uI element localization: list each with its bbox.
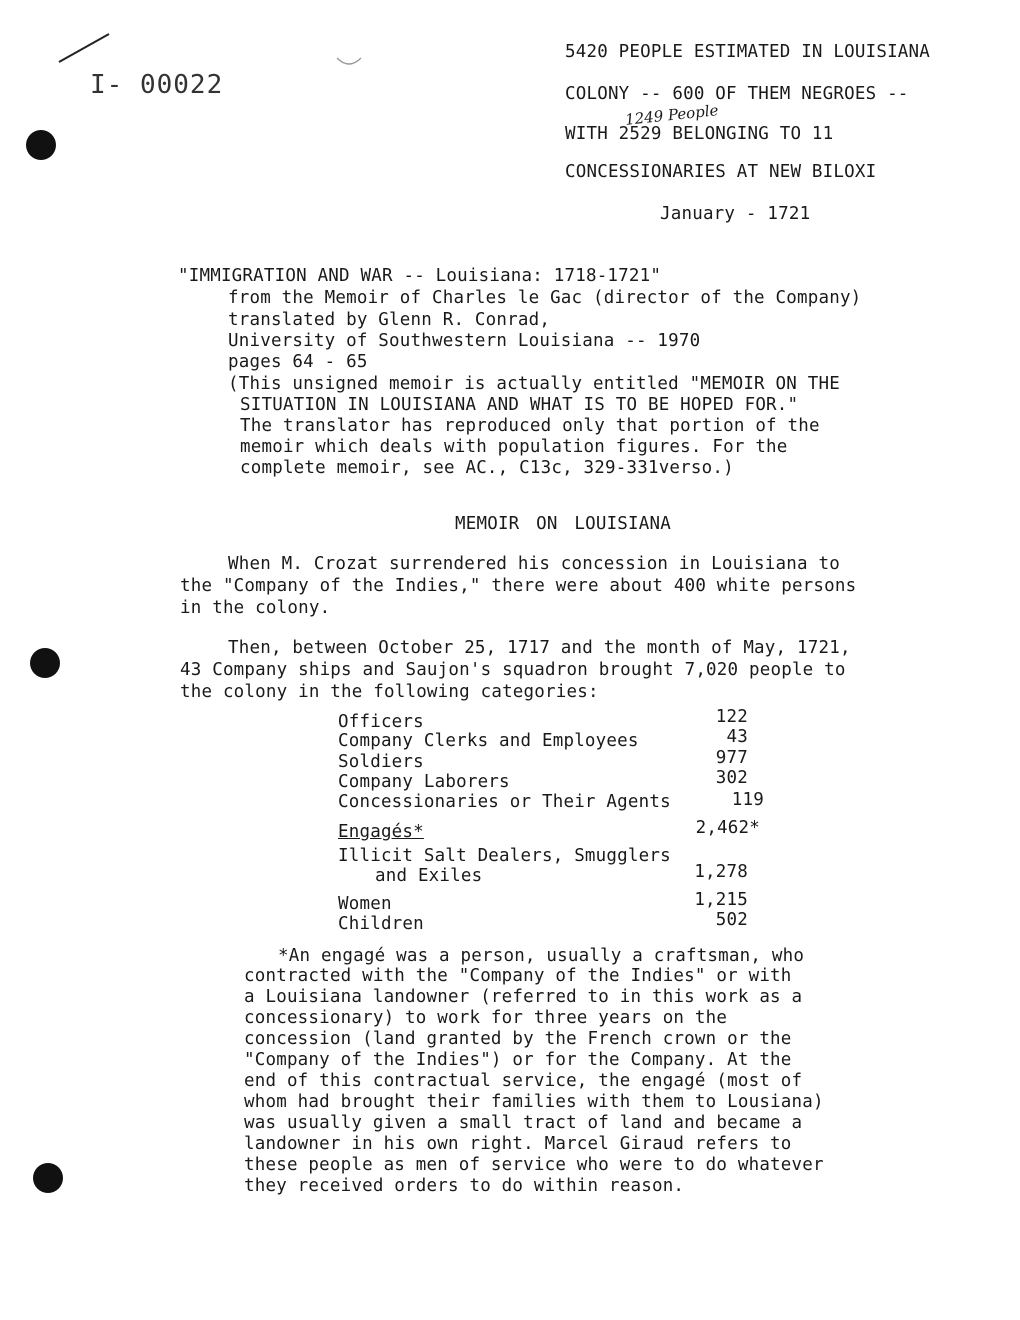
category-label: Children [338, 914, 424, 934]
category-label: Concessionaries or Their Agents [338, 792, 671, 812]
category-label: Engagés* [338, 822, 424, 842]
handwritten-insert: 1249 People [624, 101, 720, 129]
header-date: January - 1721 [660, 204, 811, 224]
citation-university: University of Southwestern Louisiana -- 1970 [228, 331, 701, 351]
paragraph-2-line: 43 Company ships and Saujon's squadron brought 7,020 people to [180, 660, 846, 680]
category-count: 2,462* [695, 818, 760, 838]
footnote-line: *An engagé was a person, usually a craftsman, who [278, 946, 805, 966]
document-id: I- 00022 [90, 70, 224, 100]
category-count: 1,215 [694, 890, 748, 910]
footnote-line: whom had brought their families with them to Lousiana) [244, 1092, 824, 1112]
category-count: 119 [731, 790, 764, 810]
paragraph-2-line: the colony in the following categories: [180, 682, 599, 702]
footnote-line: contracted with the "Company of the Indies" or with [244, 966, 792, 986]
footnote-line: a Louisiana landowner (referred to in this work as a [244, 987, 803, 1007]
category-label: Company Clerks and Employees [338, 731, 639, 751]
category-label: Soldiers [338, 752, 424, 772]
pen-stroke-mark [55, 28, 115, 68]
category-count: 1,278 [694, 862, 748, 882]
footnote-line: landowner in his own right. Marcel Giraud refers to [244, 1134, 792, 1154]
footnote-line: "Company of the Indies") or for the Company. At the [244, 1050, 792, 1070]
citation-translated: translated by Glenn R. Conrad, [228, 310, 551, 330]
category-count: 977 [715, 748, 748, 768]
footnote-line: they received orders to do within reason. [244, 1176, 685, 1196]
paragraph-1-line: in the colony. [180, 598, 331, 618]
paragraph-1-line: the "Company of the Indies," there were about 400 white persons [180, 576, 857, 596]
category-label: Illicit Salt Dealers, Smugglers [338, 846, 671, 866]
citation-note-line: complete memoir, see AC., C13c, 329-331verso.) [240, 458, 734, 478]
punch-hole-middle [30, 648, 60, 678]
footnote-line: end of this contractual service, the engagé (most of [244, 1071, 803, 1091]
header-line-3: WITH 2529 BELONGING TO 11 [565, 124, 834, 144]
category-label: Officers [338, 712, 424, 732]
header-line-1: 5420 PEOPLE ESTIMATED IN LOUISIANA [565, 42, 931, 62]
footnote-line: was usually given a small tract of land and became a [244, 1113, 803, 1133]
citation-note-line: (This unsigned memoir is actually entitled "MEMOIR ON THE [228, 374, 840, 394]
memoir-heading: MEMOIR ON LOUISIANA [455, 514, 671, 534]
paper-clip-mark [334, 52, 364, 72]
header-line-4: CONCESSIONARIES AT NEW BILOXI [565, 162, 877, 182]
category-count: 502 [715, 910, 748, 930]
category-label: Women [338, 894, 392, 914]
citation-note-line: memoir which deals with population figures. For the [240, 437, 788, 457]
citation-from: from the Memoir of Charles le Gac (director of the Company) [228, 288, 862, 308]
citation-title: "IMMIGRATION AND WAR -- Louisiana: 1718-1721" [178, 266, 662, 286]
header-line-2: COLONY -- 600 OF THEM NEGROES -- [565, 84, 909, 104]
punch-hole-top [26, 130, 56, 160]
citation-pages: pages 64 - 65 [228, 352, 368, 372]
citation-note-line: SITUATION IN LOUISIANA AND WHAT IS TO BE HOPED FOR." [240, 395, 799, 415]
footnote-line: concession (land granted by the French crown or the [244, 1029, 792, 1049]
category-count: 302 [715, 768, 748, 788]
category-count: 43 [726, 727, 748, 747]
footnote-line: these people as men of service who were to do whatever [244, 1155, 824, 1175]
category-label: and Exiles [375, 866, 483, 886]
category-label: Company Laborers [338, 772, 510, 792]
category-count: 122 [715, 707, 748, 727]
paragraph-1-line: When M. Crozat surrendered his concession in Louisiana to [228, 554, 840, 574]
citation-note-line: The translator has reproduced only that portion of the [240, 416, 820, 436]
footnote-line: concessionary) to work for three years on the [244, 1008, 728, 1028]
paragraph-2-line: Then, between October 25, 1717 and the month of May, 1721, [228, 638, 851, 658]
punch-hole-bottom [33, 1163, 63, 1193]
